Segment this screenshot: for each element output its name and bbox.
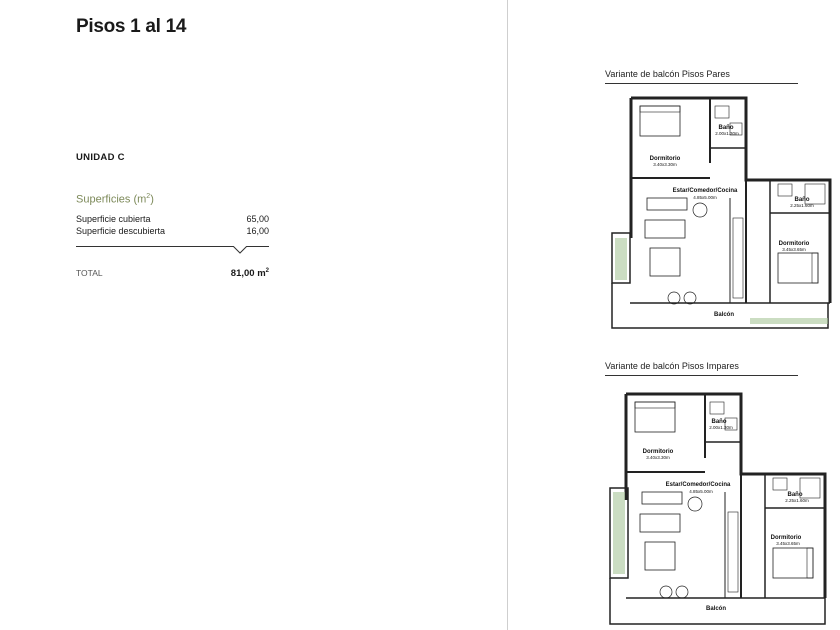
surface-value: 16,00 [246, 226, 269, 236]
floor-plan-odd [600, 380, 840, 630]
room-label: Baño [787, 492, 803, 498]
variant-label-even: Variante de balcón Pisos Pares [605, 69, 730, 79]
room-label: Balcón [705, 606, 727, 612]
room-dimensions: 2.00x1.30m [715, 131, 739, 136]
room-label: Estar/Comedor/Cocina [665, 482, 731, 488]
surface-label: Superficie cubierta [76, 214, 151, 224]
room-dimensions: 4.85x5.00m [693, 195, 717, 200]
surface-row-uncovered [76, 226, 269, 236]
room-label: Dormitorio [642, 449, 674, 455]
room-dimensions: 3.45x3.65m [782, 247, 806, 252]
room-label: Dormitorio [778, 241, 810, 247]
room-dimensions: 3.40x3.30m [653, 162, 677, 167]
room-dimensions: 3.45x3.65m [776, 541, 800, 546]
room-label: Dormitorio [770, 535, 802, 541]
room-dimensions: 2.25x1.60m [790, 203, 814, 208]
surfaces-heading: Superficies $(m^2)$ [76, 193, 154, 206]
room-label: Baño [711, 419, 727, 425]
room-dimensions: 4.85x5.00m [689, 489, 713, 494]
room-label: Balcón [713, 312, 735, 318]
room-dimensions: 2.00x1.30m [709, 425, 733, 430]
surface-row-covered [76, 214, 269, 224]
variant-underline [605, 375, 798, 376]
total-value: 81,00 $m^2$ [230, 268, 269, 280]
room-label: Baño [794, 197, 810, 203]
room-label: Baño [718, 125, 734, 131]
room-dimensions: 2.25x1.60m [785, 498, 809, 503]
unit-label: UNIDAD C [76, 152, 125, 163]
page-divider [507, 0, 508, 630]
variant-underline [605, 83, 798, 84]
chevron-down-icon [233, 246, 247, 254]
variant-label-odd: Variante de balcón Pisos Impares [605, 361, 739, 371]
room-label: Dormitorio [649, 156, 681, 162]
total-label: TOTAL [76, 268, 103, 279]
total-row [76, 268, 269, 279]
room-label: Estar/Comedor/Cocina [672, 188, 738, 194]
surface-value: 65,00 [246, 214, 269, 224]
page-title: Pisos 1 al 14 [76, 16, 187, 37]
floor-plan-even [600, 88, 840, 336]
surface-label: Superficie descubierta [76, 226, 166, 236]
room-dimensions: 3.40x3.30m [646, 455, 670, 460]
